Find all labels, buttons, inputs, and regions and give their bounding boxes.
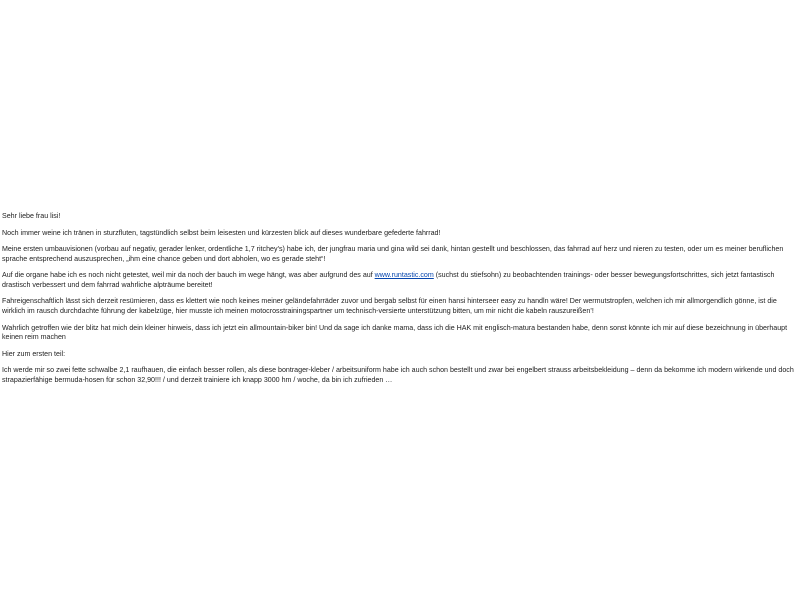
paragraph-3-text-before: Auf die organe habe ich es noch nicht getestet, weil mir da noch der bauch im wege hängt, was aber aufgrund des auf — [2, 271, 375, 280]
paragraph-4: Fahreigenschaftlich lässt sich derzeit resümieren, dass es klettert wie noch keines meiner geländefahrräder zuvor und bergab selbst für einen hansi hinterseer easy zu handln wäre! Der wermutstropfen, welchen ich mir allmorgendlich gönne, ist die wirklich im rausch durchdachte führung der kabelzüge, hier musste ich meinen motocrosstrainingspartner um technisch-versierte unterstützung bitten, um mir nicht die kabeln rauszureißen’! — [2, 297, 777, 316]
paragraph-3-text-after: (suchst du stiefsohn) zu beobachtenden trainings- oder besser bewegungsfortschrittes, sich jetzt fantastisch drastisch verbessert und dem fahrrad wahrliche alpträume bereitet! — [2, 271, 775, 289]
paragraph-5: Wahrlich getroffen wie der blitz hat mich dein kleiner hinweis, dass ich jetzt ein allmountain-biker bin! Und da sage ich danke mama, dass ich die HAK mit englisch-matura bestanden habe, denn sonst könnte ich mir auf diese bezeichnung in überhaupt keinen reim machen — [2, 323, 788, 342]
paragraph-6: Hier zum ersten teil: — [2, 349, 66, 358]
runtastic-link[interactable]: www.runtastic.com — [374, 271, 434, 280]
paragraph-3 — [2, 271, 798, 290]
paragraph-2: Meine ersten umbauvisionen (vorbau auf negativ, gerader lenker, ordentliche 1,7 ritchey’s) habe ich, der jungfrau maria und gina wild sei dank, hintan gestellt und beschlossen, das fahrrad auf herz und nieren zu testen, oder um es meiner beruflichen sprache entsprechend auszusprechen, „ihm eine chance geben und dort abholen, wo es gerade steht“! — [2, 245, 784, 263]
paragraph-1: Noch immer weine ich tränen in sturzfluten, tagstündlich selbst beim leisesten und kürzesten blick auf dieses wunderbare gefederte fahrrad! — [2, 228, 441, 237]
paragraph-7: Ich werde mir so zwei fette schwalbe 2,1 raufhauen, die einfach besser rollen, als diese bontrager-kleber / arbeitsuniform habe ich auch schon bestellt und zwar bei engelbert strauss arbeitsbekleidung – denn da bekomme ich modern wirkende und doch strapazierfähige bermuda-hosen für schon 32,90!!! / und derzeit trainiere ich knapp 3000 hm / woche, da bin ich zufrieden … — [2, 366, 794, 385]
salutation: Sehr liebe frau lisi! — [2, 212, 61, 220]
